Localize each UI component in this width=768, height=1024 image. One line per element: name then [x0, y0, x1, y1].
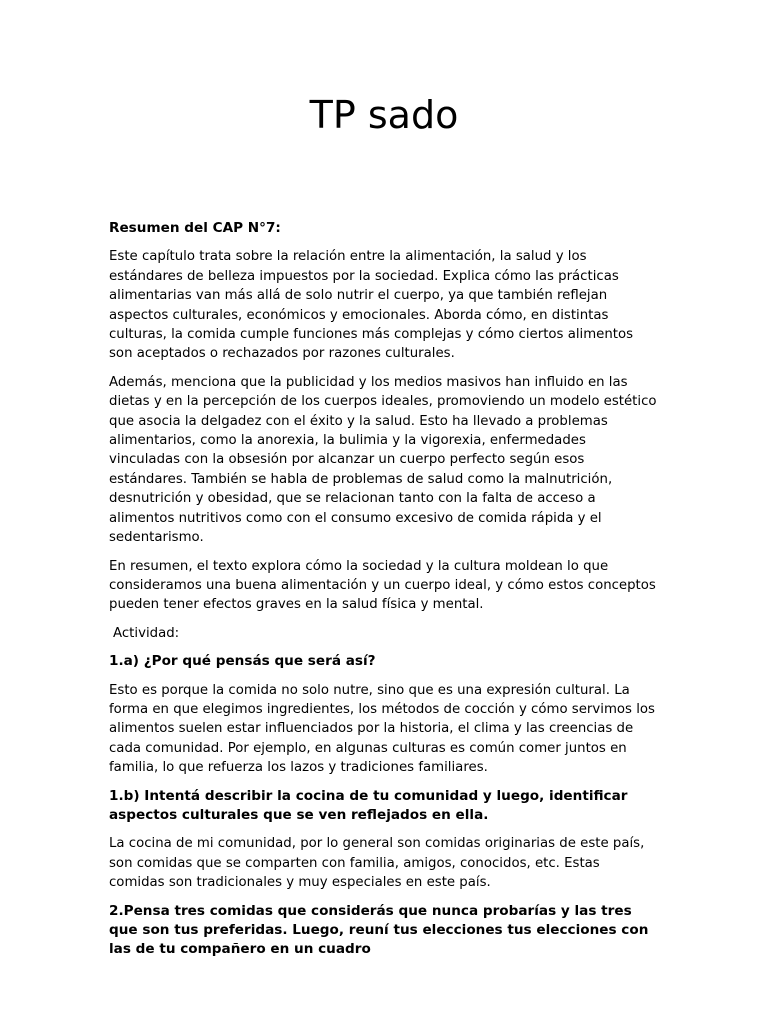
summary-paragraph-2: Además, menciona que la publicidad y los medios masivos han influido en las dietas y en la percepción de los cuerpos ideales, promoviendo un modelo estético que asocia la delgadez con el éxito y la salud. Esto ha llevado a problemas alimentarios, como la anorexia, la bulimia y la vigorexia, enfermedades vinculadas con la obsesión por alcanzar un cuerpo perfecto según esos estándares. También se habla de problemas de salud como la malnutrición, desnutrición y obesidad, que se relacionan tanto con la falta de acceso a alimentos nutritivos como con el consumo excesivo de comida rápida y el sedentarismo. — [109, 374, 657, 546]
document-body — [109, 219, 659, 969]
question-1b: 1.b) Intentá describir la cocina de tu comunidad y luego, identificar aspectos culturales que se ven reflejados en ella. — [109, 787, 628, 823]
answer-1a: Esto es porque la comida no solo nutre, sino que es una expresión cultural. La forma en que elegimos ingredientes, los métodos de cocción y cómo servimos los alimentos suelen estar influenciados por la historia, el clima y las creencias de cada comunidad. Por ejemplo, en algunas culturas es común comer juntos en familia, lo que refuerza los lazos y tradiciones familiares. — [109, 682, 655, 776]
question-1a: 1.a) ¿Por qué pensás que será así? — [109, 653, 376, 670]
question-2: 2.Pensa tres comidas que considerás que nunca probarías y las tres que son tus preferidas. Luego, reuní tus elecciones tus elecciones con las de tu compañero en un cuadro — [109, 902, 649, 958]
document-title: TP sado — [309, 93, 459, 137]
answer-1b: La cocina de mi comunidad, por lo general son comidas originarias de este país, son comidas que se comparten con familia, amigos, conocidos, etc. Estas comidas son tradicionales y muy especiales en este país. — [109, 836, 645, 891]
summary-paragraph-1: Este capítulo trata sobre la relación entre la alimentación, la salud y los estándares de belleza impuestos por la sociedad. Explica cómo las prácticas alimentarias van más allá de solo nutrir el cuerpo, ya que también reflejan aspectos culturales, económicos y emocionales. Aborda cómo, en distintas culturas, la comida cumple funciones más complejas y cómo ciertos alimentos son aceptados o rechazados por razones culturales. — [109, 249, 634, 362]
summary-heading: Resumen del CAP N°7: — [109, 220, 281, 236]
summary-paragraph-3: En resumen, el texto explora cómo la sociedad y la cultura moldean lo que consideramos una buena alimentación y un cuerpo ideal, y cómo estos conceptos pueden tener efectos graves en la salud física y mental. — [109, 558, 656, 613]
activity-label: Actividad: — [113, 625, 180, 641]
